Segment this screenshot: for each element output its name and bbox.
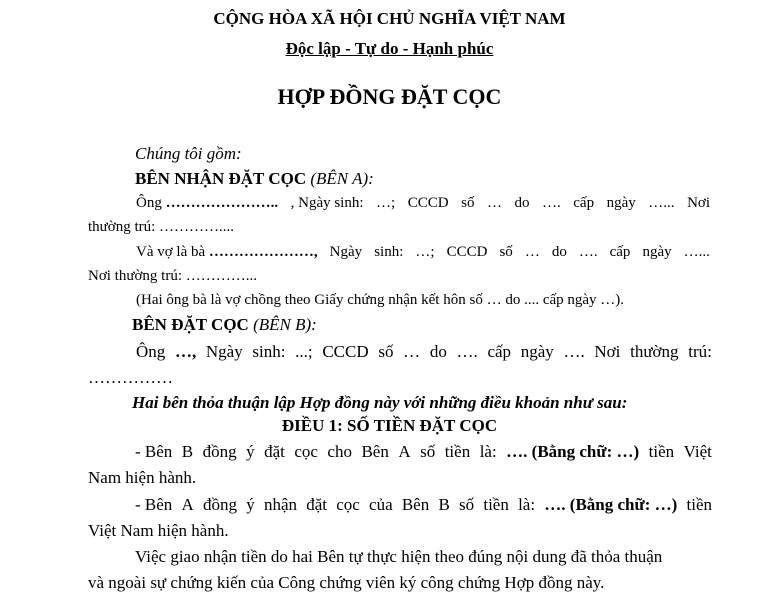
husband-word: CCCD: [407, 195, 449, 211]
wife-word: ngày: [642, 244, 672, 260]
party-a-heading-suffix: (BÊN A):: [306, 169, 374, 188]
husband-prefix: Ông: [136, 195, 166, 211]
intro-line: Chúng tôi gồm:: [135, 144, 242, 163]
item1-amount-blank: …. (Bằng chữ: …): [506, 442, 640, 461]
article-1-para-line-2: và ngoài sự chứng kiến của Công chứng viên ký công chứng Hợp đồng này.: [88, 573, 605, 592]
husband-word: ….: [542, 195, 561, 211]
item1-word: đồng: [202, 442, 237, 461]
party-b-word: sinh:: [252, 342, 286, 361]
party-b-residence: ……………: [88, 368, 173, 387]
article-1-title: ĐIỀU 1: SỐ TIỀN ĐẶT CỌC: [281, 416, 498, 435]
party-a-husband-residence: thường trú: …………....: [88, 219, 235, 235]
husband-word: , Ngày sinh:: [290, 195, 364, 211]
party-b-heading-suffix: (BÊN B):: [248, 315, 317, 334]
party-b-word: ….: [563, 342, 585, 361]
document-title: HỢP ĐỒNG ĐẶT CỌC: [277, 84, 502, 109]
item2-word: - Bên: [135, 495, 173, 514]
husband-name-blank: …………………..: [165, 195, 279, 211]
item2-word: cọc: [336, 495, 360, 514]
item2-word: nhận: [263, 495, 297, 514]
item1-word: số: [420, 442, 436, 461]
wife-word: sinh:: [374, 244, 404, 260]
party-b-word: ...;: [295, 342, 313, 361]
party-a-husband-line: [88, 196, 710, 211]
agreement-intro: Hai bên thỏa thuận lập Hợp đồng này với những điều khoản như sau:: [132, 393, 628, 412]
party-b-word: Ông: [136, 342, 166, 361]
article-1-para-line-1: Việc giao nhận tiền do hai Bên tự thực hiện theo đúng nội dung đã thỏa thuận: [135, 547, 663, 566]
item1-word: B: [181, 442, 194, 461]
item1-word: cọc: [294, 442, 318, 461]
item2-word: tiền: [686, 495, 712, 514]
article-1-item-1-line: [135, 443, 712, 460]
wife-name-blank: …………………,: [208, 244, 318, 260]
item1-word: cho: [327, 442, 352, 461]
husband-word: …: [486, 195, 502, 211]
wife-word: …: [524, 244, 540, 260]
item2-word: B: [438, 495, 450, 514]
party-b-heading-label: BÊN ĐẶT CỌC: [132, 315, 249, 334]
item1-word: tiền: [444, 442, 471, 461]
item1-word: đặt: [264, 442, 285, 461]
party-b-word: cấp: [487, 342, 512, 361]
party-a-wife-line: [88, 245, 710, 260]
party-b-heading: [132, 316, 317, 333]
husband-word: số: [461, 195, 475, 211]
party-b-word: trú:: [688, 342, 712, 361]
article-1-item-2-line: [135, 496, 712, 513]
item1-word: A: [398, 442, 411, 461]
item2-word: là:: [518, 495, 536, 514]
party-a-wife-residence: Nơi thường trú: …………...: [88, 268, 257, 284]
item2-word: Bên: [401, 495, 430, 514]
husband-word: …...: [648, 195, 675, 211]
party-a-heading-label: BÊN NHẬN ĐẶT CỌC: [135, 169, 307, 188]
husband-name-segment: [88, 196, 278, 211]
item1-word: - Bên: [135, 442, 173, 461]
husband-word: do: [514, 195, 530, 211]
item2-word: đặt: [306, 495, 327, 514]
item1-word: là:: [479, 442, 497, 461]
article-1-item-1-cont: Nam hiện hành.: [88, 468, 197, 487]
national-title: CỘNG HÒA XÃ HỘI CHỦ NGHĨA VIỆT NAM: [213, 9, 566, 28]
party-b-word: do: [429, 342, 447, 361]
party-b-line: [136, 343, 712, 360]
wife-word: CCCD: [446, 244, 488, 260]
party-b-word: ….: [456, 342, 478, 361]
husband-word: cấp: [573, 195, 595, 211]
article-1-item-2-cont: Việt Nam hiện hành.: [88, 521, 229, 540]
item1-word: ý: [246, 442, 255, 461]
wife-word: số: [499, 244, 513, 260]
item2-word: số: [459, 495, 475, 514]
husband-word: …;: [376, 195, 396, 211]
wife-word: Ngày: [329, 244, 363, 260]
item2-word: tiền: [483, 495, 509, 514]
item2-word: ý: [246, 495, 255, 514]
wife-name-segment: [88, 245, 318, 260]
wife-word: ….: [578, 244, 598, 260]
wife-prefix: Và vợ là bà: [136, 244, 209, 260]
marriage-note: (Hai ông bà là vợ chồng theo Giấy chứng nhận kết hôn số … do .... cấp ngày …).: [136, 292, 625, 308]
motto: Độc lập - Tự do - Hạnh phúc: [285, 39, 494, 58]
party-b-word: ngày: [520, 342, 554, 361]
party-b-word: …: [403, 342, 421, 361]
party-b-word: CCCD: [322, 342, 369, 361]
wife-word: …...: [683, 244, 710, 260]
wife-word: …;: [415, 244, 435, 260]
party-b-word: thường: [630, 342, 679, 361]
item2-word: đồng: [203, 495, 238, 514]
husband-word: ngày: [606, 195, 636, 211]
item2-word: A: [181, 495, 194, 514]
wife-word: cấp: [609, 244, 631, 260]
party-b-name-blank: …,: [174, 342, 197, 361]
party-b-word: số: [378, 342, 394, 361]
party-b-word: Nơi: [594, 342, 621, 361]
party-b-word: Ngày: [205, 342, 243, 361]
item2-word: của: [369, 495, 393, 514]
wife-word: do: [551, 244, 567, 260]
husband-word: Nơi: [687, 195, 710, 211]
item1-word: Việt: [683, 442, 712, 461]
item1-word: tiền: [648, 442, 675, 461]
item1-word: Bên: [361, 442, 389, 461]
party-a-heading: [135, 170, 374, 187]
item2-amount-blank: …. (Bằng chữ: …): [544, 495, 678, 514]
